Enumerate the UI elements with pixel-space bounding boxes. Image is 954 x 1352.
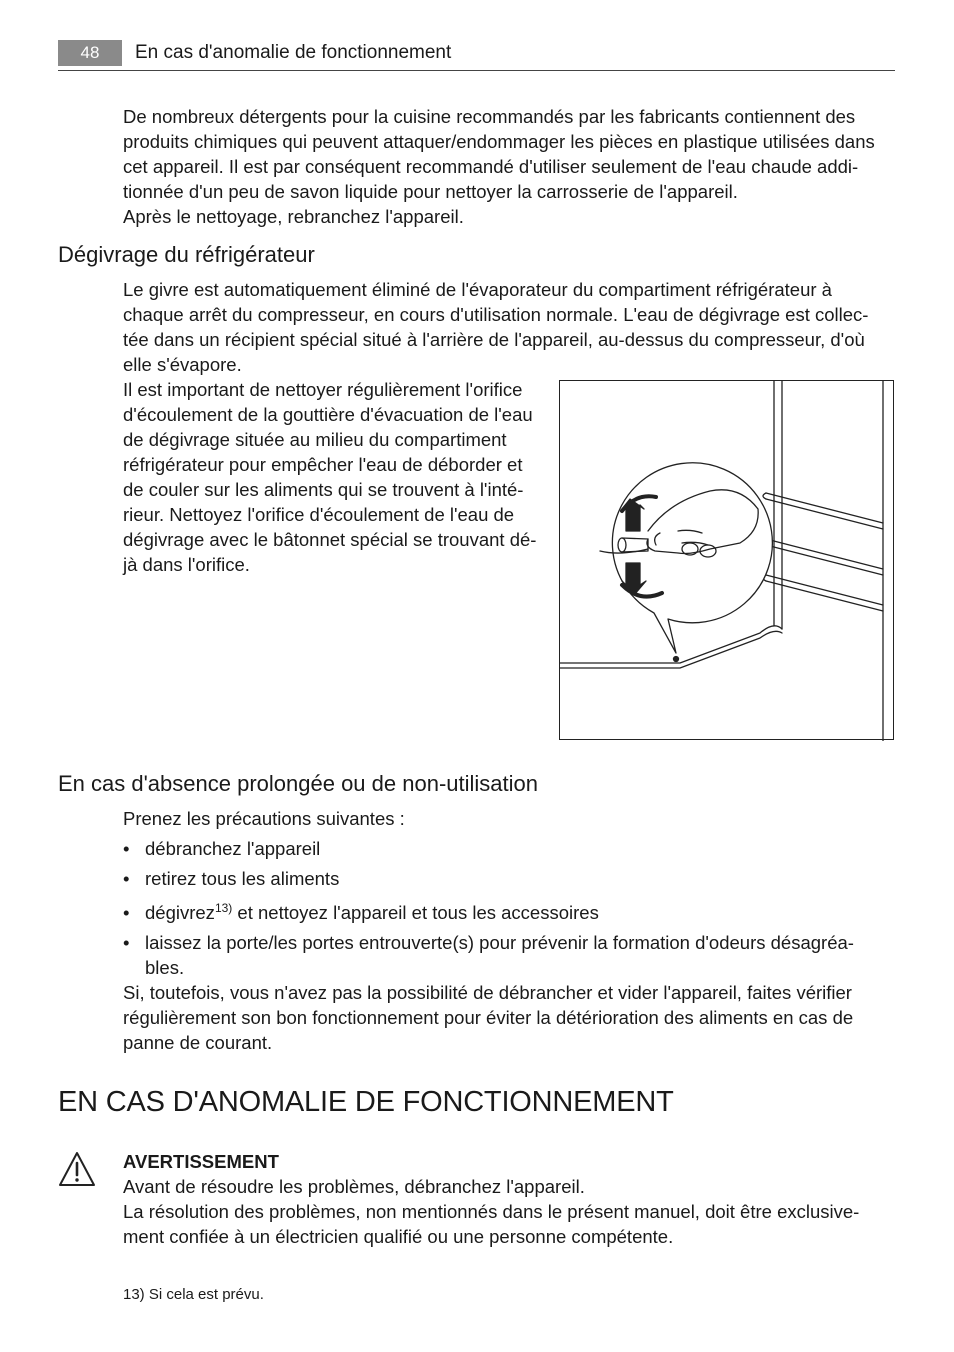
page-number: 48 [58, 40, 122, 66]
bullet-text-with-footnote [145, 900, 599, 925]
section-heading-absence: En cas d'absence prolongée ou de non-utilisation [58, 771, 538, 796]
defrost-drain-illustration [559, 380, 894, 740]
list-item [123, 930, 903, 980]
section-heading-defrost: Dégivrage du réfrigérateur [58, 242, 315, 267]
bullet-text: retirez tous les aliments [145, 868, 340, 889]
header-divider [58, 70, 895, 71]
running-header-title: En cas d'anomalie de fonctionnement [135, 42, 452, 63]
bullet-text-start: dégivrez [145, 902, 215, 923]
defrost-paragraph-2: Il est important de nettoyer régulièrement l'orifice d'écoulement de la gouttière d'évacuation de l'eau de dégivrage située au milieu du compartiment réfrigérateur pour empêcher l'eau de déborder et de couler sur les aliments qui se trouvent à l'inté- rieur. Nettoyez l'orifice d'écoulement de l'eau de dégivrage avec le bâtonnet spécial se trouvant dé- jà dans l'orifice. [123, 379, 537, 575]
list-item [123, 866, 903, 891]
absence-closing-paragraph: Si, toutefois, vous n'avez pas la possibilité de débrancher et vider l'appareil, faites vérifier régulièrement son bon fonctionnement pour éviter la détérioration des aliments en cas de panne de courant. [123, 982, 854, 1053]
bullet-text: laissez la porte/les portes entrouverte(s) pour prévenir la formation d'odeurs désagréa- bles. [145, 932, 854, 978]
chapter-heading-malfunction: EN CAS D'ANOMALIE DE FONCTIONNEMENT [58, 1086, 674, 1118]
defrost-paragraph-1: Le givre est automatiquement éliminé de l'évaporateur du compartiment réfrigérateur à chaque arrêt du compresseur, en cours d'utilisation normale. L'eau de dégivrage est collec- tée dans un récipient spécial situé à l'arrière de l'appareil, au-dessus du compresseur, d'où elle s'évapore. [123, 279, 869, 375]
bullet-icon: • [123, 868, 130, 889]
list-item [123, 900, 903, 925]
bullet-icon: • [123, 932, 130, 953]
bullet-icon: • [123, 902, 130, 923]
footnote-reference[interactable]: 13) [214, 901, 233, 915]
list-item [123, 836, 903, 861]
bullet-text: débranchez l'appareil [145, 838, 321, 859]
intro-paragraph: De nombreux détergents pour la cuisine recommandés par les fabricants contiennent des produits chimiques qui peuvent attaquer/endommager les pièces en plastique utilisées dans cet appareil. Il est par conséquent recommandé d'utiliser seulement de l'eau chaude addi- tionnée d'un peu de savon liquide pour nettoyer la carrosserie de l'appareil. Après le nettoyage, rebranchez l'appareil. [123, 106, 875, 227]
absence-intro: Prenez les précautions suivantes : [123, 808, 405, 829]
footnote: 13) Si cela est prévu. [123, 1286, 264, 1303]
warning-title: AVERTISSEMENT [123, 1151, 279, 1172]
warning-text: Avant de résoudre les problèmes, débranchez l'appareil. La résolution des problèmes, non mentionnés dans le présent manuel, doit être exclusive- ment confiée à un électricien qualifié ou une personne compétente. [123, 1176, 860, 1247]
bullet-text-end: et nettoyez l'appareil et tous les accessoires [232, 902, 599, 923]
warning-triangle-icon [57, 1150, 97, 1188]
bullet-icon: • [123, 838, 130, 859]
